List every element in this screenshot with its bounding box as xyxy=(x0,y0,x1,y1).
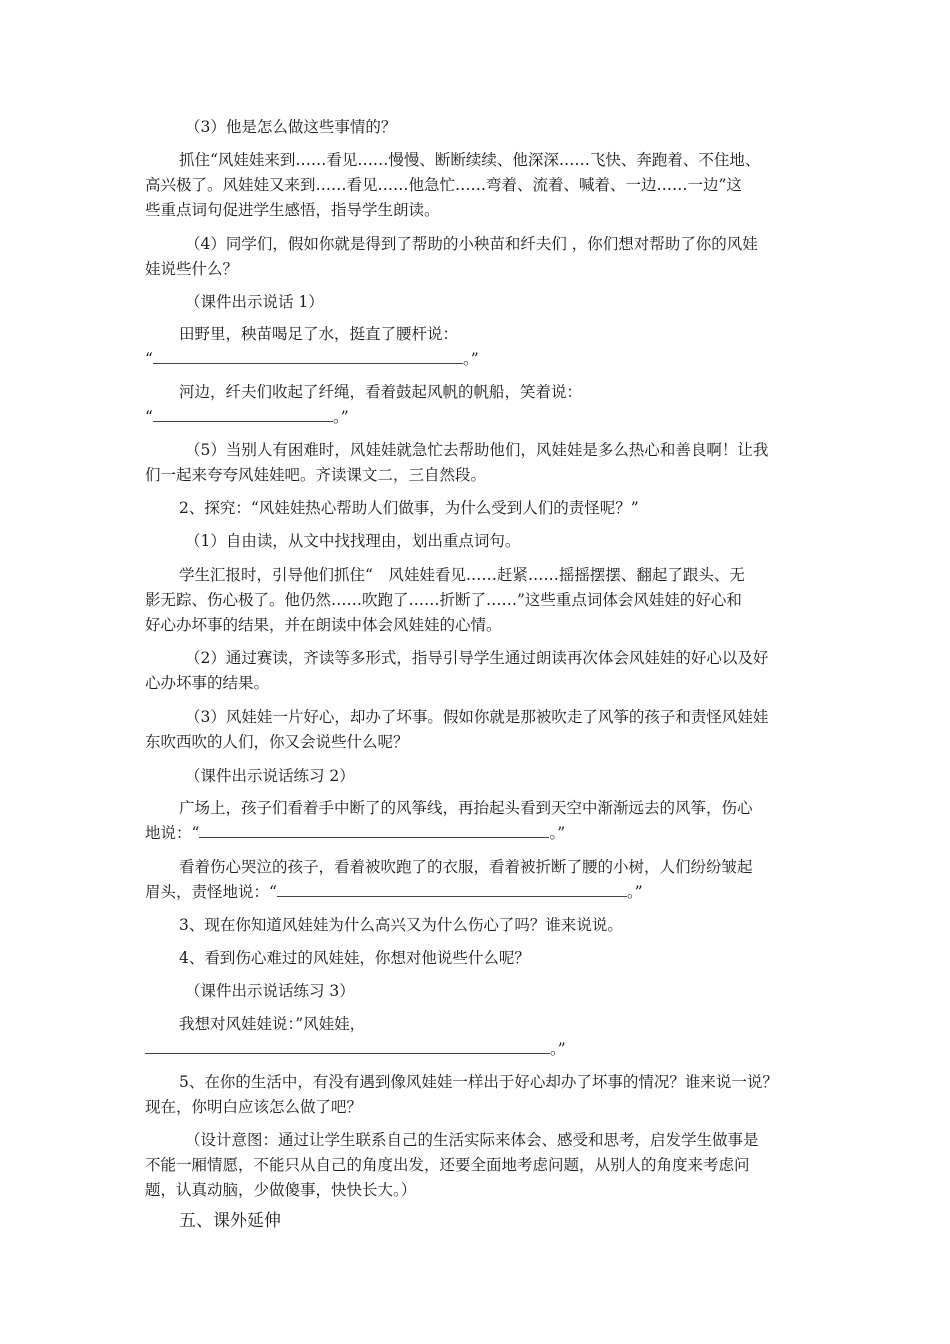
exercise-boatmen-blank-line: “ 。” xyxy=(145,408,349,426)
exercise-say-to-wind-blank-line: 。” xyxy=(145,1037,817,1062)
paragraph-key-words: 抓住“风娃娃来到……看见……慢慢、断断续续、他深深……飞快、奔跑着、不住地、 高兴极了。风娃娃又来到……看见……他急忙……弯着、流着、喊着、一边……一边”这 些重点词句促进学生感悟，指导学生朗读。 xyxy=(145,151,761,219)
section-heading-extension: 五、课外延伸 xyxy=(179,1211,281,1231)
exercise-kite: 广场上，孩子们看着手中断了的风筝线，再抬起头看到天空中渐渐远去的风筝，伤心 地说：“ 。” xyxy=(145,796,817,846)
courseware-note-2: （课件出示说话练习 2） xyxy=(185,767,355,785)
exercise-kite-blank-line: 地说：“ 。” xyxy=(145,824,566,842)
exercise-seedlings: 田野里，秧苗喝足了水，挺直了腰杆说： “ 。” xyxy=(145,322,817,372)
section-3: 3、现在你知道风娃娃为什么高兴又为什么伤心了吗？谁来说说。 xyxy=(179,916,623,934)
section-4: 4、看到伤心难过的风娃娃，你想对他说些什么呢？ xyxy=(179,949,530,967)
exercise-seedlings-blank-line: “ 。” xyxy=(145,350,479,368)
step-3-good-intent: （3）风娃娃一片好心，却办了坏事。假如你就是那被吹走了风筝的孩子和责怪风娃娃 东吹西吹的人们，你又会说些什么呢？ xyxy=(145,708,769,751)
paragraph-4-question: （4）同学们，假如你就是得到了帮助的小秧苗和纤夫们 ，你们想对帮助了你的风娃 娃说些什么？ xyxy=(145,235,758,278)
paragraph-5-praise: （5）当别人有困难时，风娃娃就急忙去帮助他们，风娃娃是多么热心和善良啊！让我 们一起来夸夸风娃娃吧。齐读课文二，三自然段。 xyxy=(145,441,769,484)
paragraph-student-report: 学生汇报时，引导他们抓住“ 风娃娃看见……赶紧……摇摇摆摆、翻起了跟头、无 影无踪、伤心极了。他仍然……吹跑了……折断了……”这些重点词体会风娃娃的好心和 好心办坏事的结果，并在朗读中体会风娃娃的心情。 xyxy=(145,566,745,634)
fill-in-blank xyxy=(145,1039,550,1054)
fill-in-blank xyxy=(153,407,333,422)
exercise-blame: 看着伤心哭泣的孩子，看着被吹跑了的衣服，看着被折断了腰的小树，人们纷纷皱起 眉头，责怪地说：“ 。” xyxy=(145,855,817,905)
courseware-note-3: （课件出示说话练习 3） xyxy=(185,982,355,1000)
exercise-say-to-wind: 我想对风娃娃说：”风娃娃， 。” xyxy=(145,1012,817,1062)
design-intent: （设计意图：通过让学生联系自己的生活实际来体会、感受和思考，启发学生做事是 不能一厢情愿，不能只从自己的角度出发，还要全面地考虑问题，从别人的角度来考虑问 题，认真动脑，少做傻事，快快长大。） xyxy=(145,1131,759,1199)
fill-in-blank xyxy=(199,823,549,838)
section-2-explore: 2、探究：“风娃娃热心帮助人们做事，为什么受到人们的责怪呢？” xyxy=(179,499,639,517)
paragraph-3-question: （3）他是怎么做这些事情的？ xyxy=(185,118,397,136)
exercise-boatmen: 河边，纤夫们收起了纤绳，看着鼓起风帆的帆船，笑着说： “ 。” xyxy=(145,380,817,430)
section-5: 5、在你的生活中，有没有遇到像风娃娃一样出于好心却办了坏事的情况？谁来说一说？ 现在，你明白应该怎么做了吧？ xyxy=(145,1073,778,1116)
fill-in-blank xyxy=(277,882,627,897)
fill-in-blank xyxy=(153,349,463,364)
exercise-blame-blank-line: 眉头，责怪地说：“ 。” xyxy=(145,883,643,901)
courseware-note-1: （课件出示说话 1） xyxy=(185,293,324,311)
step-2-reading-contest: （2）通过赛读，齐读等多形式，指导引导学生通过朗读再次体会风娃娃的好心以及好 心办坏事的结果。 xyxy=(145,649,769,692)
step-1-free-reading: （1）自由读，从文中找找理由，划出重点词句。 xyxy=(185,532,521,550)
